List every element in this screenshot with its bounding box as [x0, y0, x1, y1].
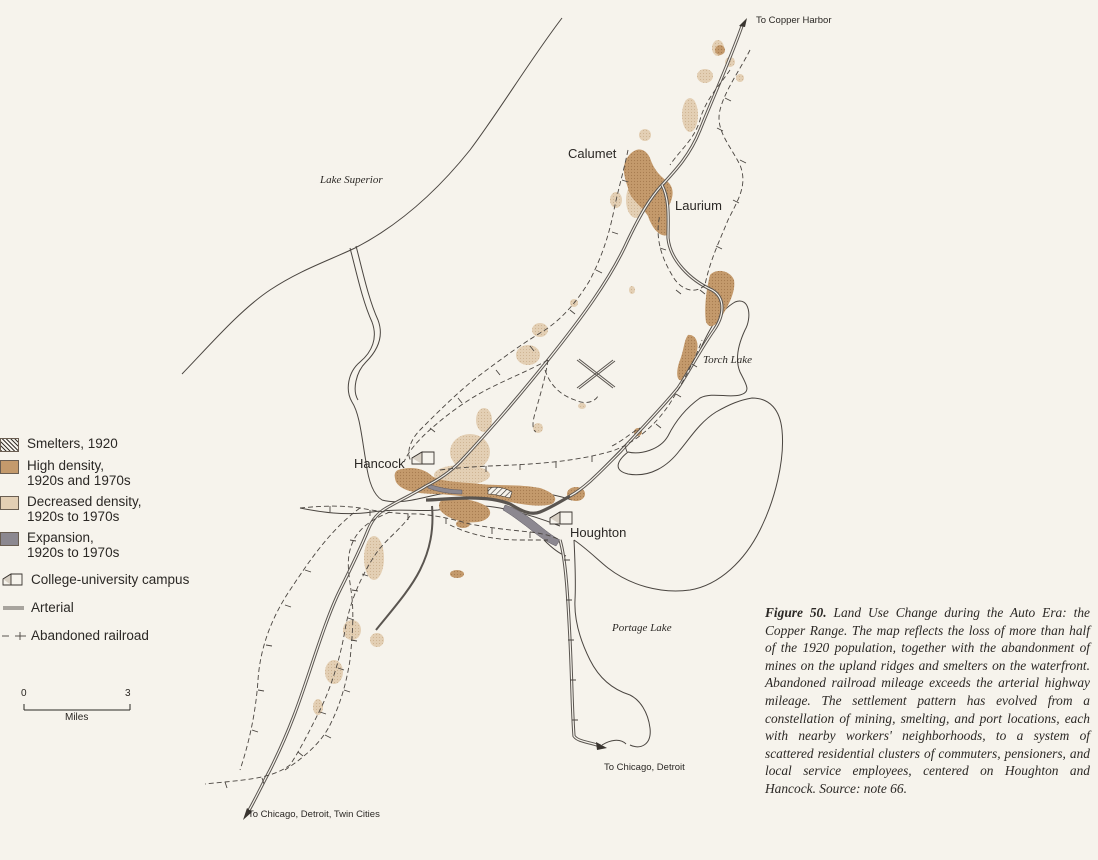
lake-superior-shoreline	[182, 18, 562, 374]
label-torch-lake: Torch Lake	[703, 354, 752, 366]
campus-icon-hancock	[412, 452, 434, 464]
legend-swatch-decreased-density	[0, 496, 19, 510]
legend-label-arterial: Arterial	[31, 600, 74, 615]
portage-lake-inlet	[544, 540, 626, 745]
legend-item-railroad	[27, 628, 149, 643]
legend-campus-symbol	[3, 574, 22, 585]
legend-swatch-high-density	[0, 460, 19, 474]
legend-label-high-density: High density, 1920s and 1970s	[27, 458, 131, 488]
scale-max-label: 3	[125, 688, 131, 699]
legend-item-smelters	[0, 436, 118, 452]
label-laurium: Laurium	[675, 198, 722, 213]
label-calumet: Calumet	[568, 146, 617, 161]
scale-min-label: 0	[21, 688, 27, 699]
legend-swatch-expansion	[0, 532, 19, 546]
scale-labels	[15, 688, 145, 728]
label-portage-lake: Portage Lake	[612, 622, 672, 634]
figure-caption-text: Land Use Change during the Auto Era: the Copper Range. The map reflects the loss of more than half of the 1920 population, together with the abandonment of mines on the upland ridges and smelters on the waterfront. Abandoned railroad mileage exceeds the arterial highway mileage. The settlement pattern has evolved from a constellation of mining, smelting, and port locations, each with nearby workers' neighborhoods, to a system of scattered residential clusters of commuters, pensioners, and local service employees, centered on Houghton and Hancock. Source: note 66.	[765, 605, 1090, 796]
torch-lake-shore	[572, 301, 783, 591]
label-lake-superior: Lake Superior	[320, 174, 383, 186]
campus-icon-houghton	[550, 512, 572, 524]
scale-unit-label: Miles	[65, 712, 89, 723]
canal-inner-shore	[355, 246, 380, 400]
legend-railroad-symbol	[2, 632, 26, 640]
legend-item-decreased-density	[0, 494, 142, 524]
figure-number: Figure 50.	[765, 605, 827, 620]
legend-label-expansion: Expansion, 1920s to 1970s	[27, 530, 120, 560]
legend-label-smelters: Smelters, 1920	[27, 436, 118, 451]
legend-label-campus: College-university campus	[31, 572, 190, 587]
arterial-highways	[248, 26, 742, 812]
legend-swatch-smelters	[0, 438, 19, 452]
mine-x-mark	[577, 359, 615, 389]
legend-label-decreased-density: Decreased density, 1920s to 1970s	[27, 494, 142, 524]
label-houghton: Houghton	[570, 525, 627, 540]
label-to-chicago-detroit-twin-cities: To Chicago, Detroit, Twin Cities	[248, 809, 380, 820]
figure-caption	[765, 604, 1090, 798]
label-to-chicago-detroit: To Chicago, Detroit	[604, 762, 685, 773]
label-hancock: Hancock	[354, 456, 405, 471]
legend-item-campus	[27, 572, 189, 587]
legend-label-railroad: Abandoned railroad	[31, 628, 149, 643]
legend-item-expansion	[0, 530, 119, 560]
legend-item-arterial	[27, 600, 74, 615]
legend-item-high-density	[0, 458, 131, 488]
label-to-copper-harbor: To Copper Harbor	[756, 15, 832, 26]
